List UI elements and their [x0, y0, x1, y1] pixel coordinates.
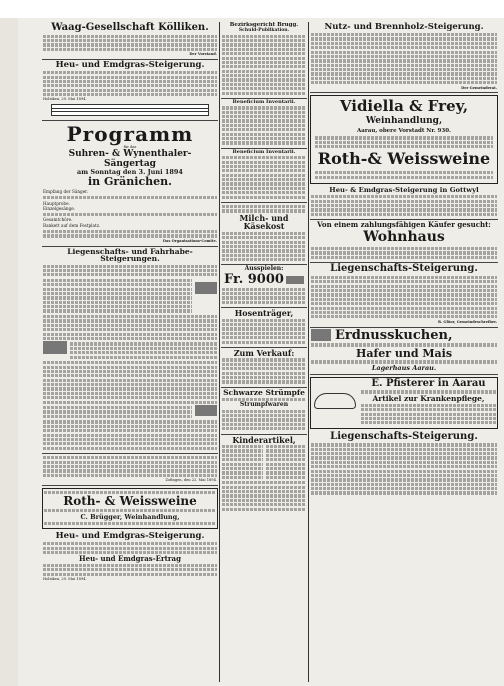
text-line — [315, 171, 493, 174]
ad-schwarze-struempfe — [221, 388, 307, 435]
text-line — [43, 374, 217, 377]
text-line — [43, 420, 217, 423]
text-line — [311, 483, 497, 486]
text-line — [222, 254, 306, 257]
text-line — [222, 241, 306, 244]
text-line — [311, 461, 497, 464]
text-line — [311, 51, 497, 54]
ad-subtitle: Schuld-Publikation. — [238, 27, 290, 33]
ad-title: Liegenschafts- und Fahrhabe-Steigerungen. — [67, 246, 193, 264]
text-line — [311, 456, 497, 459]
house-icon — [195, 405, 217, 416]
ad-subtitle: Heu- und Emdgras-Ertrag — [79, 554, 181, 564]
ad-sub: Artikel zur Krankenpflege, — [372, 393, 485, 403]
text-line — [43, 568, 217, 571]
text-line — [43, 396, 217, 399]
text-line — [222, 128, 306, 131]
text-line — [222, 161, 306, 164]
house-icon — [195, 282, 217, 294]
text-line — [311, 289, 497, 292]
vidiella-wine: Roth-& Weissweine — [317, 149, 491, 169]
text-line — [43, 288, 192, 291]
text-line — [43, 469, 217, 472]
text-line — [222, 486, 306, 489]
text-line — [311, 311, 497, 314]
ad-title: Beneficium Inventarii. — [232, 98, 296, 105]
text-line — [43, 35, 217, 38]
text-line — [222, 341, 306, 344]
text-line — [311, 77, 497, 80]
programm-footer: Das Organisations-Comite. — [162, 238, 217, 243]
ad-title: Von einem zahlungsfähigen Käufer gesucht: — [317, 220, 491, 230]
text-line — [43, 292, 192, 295]
column-right — [310, 22, 498, 682]
text-line — [311, 465, 497, 468]
ad-waag-gesellschaft — [42, 22, 218, 60]
programm-sub: für das — [123, 145, 137, 150]
text-line — [361, 413, 496, 416]
ad-title: Beneficium Inventarii. — [232, 148, 296, 155]
text-line — [361, 404, 496, 407]
text-line — [222, 418, 306, 421]
text-line — [311, 280, 497, 283]
programm-item: Empfang der Sänger. — [43, 189, 89, 195]
house-icon — [43, 341, 67, 354]
text-line — [311, 46, 497, 49]
wine-title: Roth- & Weissweine — [63, 494, 197, 509]
text-line — [43, 319, 217, 322]
ad-kinderartikel — [221, 435, 307, 514]
ad-heu-steigerung-2 — [42, 531, 218, 584]
text-line — [43, 296, 192, 299]
bridge-illustration — [51, 104, 209, 116]
text-line — [222, 111, 306, 114]
text-line — [222, 52, 306, 55]
text-line — [43, 401, 217, 404]
ad-bezirksgericht — [221, 22, 307, 99]
text-line — [361, 421, 496, 424]
text-line — [222, 458, 263, 461]
text-line — [222, 106, 306, 109]
text-line — [43, 387, 217, 390]
text-line — [222, 358, 306, 361]
ad-title: Erdnusskuchen, — [335, 327, 453, 343]
text-line — [43, 39, 217, 42]
ad-hosentraeger — [221, 308, 307, 348]
text-line — [43, 324, 217, 327]
text-line — [43, 392, 217, 395]
text-line — [70, 342, 217, 345]
text-line — [44, 509, 216, 512]
text-line — [43, 551, 217, 554]
text-line — [43, 564, 217, 567]
text-line — [222, 288, 306, 291]
text-line — [222, 196, 306, 199]
ad-title: Ausspielen: — [244, 265, 284, 273]
text-line — [43, 442, 217, 445]
text-line — [222, 83, 306, 86]
text-line — [311, 72, 497, 75]
text-line — [311, 452, 497, 455]
text-line — [222, 205, 306, 208]
text-line — [315, 145, 493, 148]
text-line — [43, 279, 192, 282]
text-line — [43, 48, 217, 51]
text-line — [222, 323, 306, 326]
text-line — [222, 39, 306, 42]
text-line — [43, 573, 217, 576]
text-line — [43, 337, 217, 340]
text-line — [222, 35, 306, 38]
text-line — [266, 445, 307, 448]
text-line — [311, 293, 497, 296]
text-line — [70, 356, 217, 359]
text-line — [222, 332, 306, 335]
text-line — [311, 251, 497, 254]
ad-signature: Der Gemeinderat. — [461, 85, 497, 90]
text-line — [222, 481, 306, 484]
text-line — [311, 478, 497, 481]
ad-liegenschafts-steigerung-2 — [310, 431, 498, 498]
text-line — [222, 92, 306, 95]
text-line — [222, 133, 306, 136]
ad-title: Hosenträger, — [234, 308, 294, 319]
column-rule — [308, 22, 309, 682]
text-line — [222, 245, 306, 248]
text-line — [222, 48, 306, 51]
text-line — [43, 196, 217, 199]
text-line — [361, 417, 496, 420]
text-line — [43, 425, 217, 428]
ad-signature: Der Vorstand. — [189, 52, 217, 57]
text-line — [311, 315, 497, 318]
text-line — [311, 256, 497, 259]
text-line — [315, 136, 493, 139]
text-line — [43, 406, 192, 409]
text-line — [43, 93, 217, 96]
text-line — [266, 467, 307, 470]
text-line — [70, 347, 217, 350]
text-line — [43, 76, 217, 79]
ad-nutz-brennholz — [310, 22, 498, 93]
ad-title: Liegenschafts-Steigerung. — [330, 263, 478, 275]
text-line — [43, 333, 217, 336]
ad-pfisterer — [310, 377, 498, 429]
text-line — [43, 366, 217, 369]
text-line — [311, 360, 497, 363]
text-line — [222, 423, 306, 426]
programm-date: am Sonntag den 3. Juni 1894 — [77, 167, 183, 176]
text-line — [43, 328, 217, 331]
text-line — [222, 191, 306, 194]
text-line — [222, 182, 306, 185]
ad-programm-saengertag — [42, 121, 218, 246]
text-line — [311, 208, 497, 211]
text-line — [222, 503, 306, 506]
text-line — [222, 327, 306, 330]
text-line — [222, 165, 306, 168]
ad-sub: Lagerhaus Aarau. — [371, 363, 437, 372]
ad-price: Fr. 9000 — [224, 271, 284, 287]
text-line — [222, 427, 306, 430]
text-line — [43, 547, 217, 550]
text-line — [43, 361, 217, 364]
text-line — [43, 89, 217, 92]
text-line — [266, 458, 307, 461]
text-line — [222, 43, 306, 46]
ad-heu-steigerung-1 — [42, 60, 218, 121]
ad-gottwyl — [310, 186, 498, 220]
text-line — [222, 319, 306, 322]
text-line — [311, 33, 497, 36]
text-line — [311, 307, 497, 310]
text-line — [311, 302, 497, 305]
text-line — [311, 491, 497, 494]
text-line — [222, 78, 306, 81]
text-line — [311, 59, 497, 62]
text-line — [222, 115, 306, 118]
text-line — [311, 64, 497, 67]
text-line — [222, 292, 306, 295]
ad-line: Hafer und Mais — [355, 346, 453, 360]
text-line — [43, 43, 217, 46]
programm-event: Suhren- & Wynenthaler-Sängertag — [68, 149, 192, 169]
text-line — [43, 465, 217, 468]
text-line — [222, 414, 306, 417]
text-line — [43, 213, 217, 216]
text-line — [222, 372, 306, 375]
text-line — [222, 508, 306, 511]
text-line — [222, 490, 306, 493]
text-line — [43, 309, 192, 312]
ad-big: Wohnhaus — [363, 229, 445, 246]
text-line — [43, 71, 217, 74]
text-line — [361, 390, 496, 393]
ad-beneficium-1 — [221, 99, 307, 149]
text-line — [222, 301, 306, 304]
vidiella-sub: Weinhandlung, — [365, 116, 443, 127]
ad-place-date: Zofingen, den 22. Mai 1894. — [165, 478, 217, 483]
text-line — [311, 470, 497, 473]
text-line — [311, 42, 497, 45]
text-line — [44, 522, 216, 525]
text-line — [43, 410, 192, 413]
text-line — [311, 204, 497, 207]
text-line — [311, 285, 497, 288]
text-line — [222, 74, 306, 77]
text-line — [43, 461, 217, 464]
ad-vidiella-frey — [310, 95, 498, 183]
vidiella-address: Aarau, obere Vorstadt Nr. 930. — [357, 127, 451, 134]
programm-item: Hauptprobe. — [43, 200, 70, 206]
text-line — [43, 269, 217, 272]
ad-title: Heu- und Emdgras-Steigerung. — [55, 60, 205, 71]
text-line — [43, 447, 217, 450]
ad-liegenschafts-steigerung — [310, 263, 498, 327]
programm-item: Bankett auf dem Festplatz. — [43, 223, 101, 229]
text-line — [311, 448, 497, 451]
text-line — [222, 141, 306, 144]
illustration — [286, 276, 304, 284]
ad-wohnhaus-gesucht — [310, 220, 498, 263]
ad-title: Heu- und Emdgras-Steigerung. — [55, 531, 205, 542]
text-line — [222, 471, 263, 474]
text-line — [43, 80, 217, 83]
text-line — [222, 178, 306, 181]
text-line — [43, 305, 192, 308]
ad-place-date: Holziken, 29. Mai 1894. — [43, 97, 87, 102]
ad-title: Heu- & Emdgras-Steigerung in Gottwyl — [329, 185, 479, 194]
column-rule — [219, 22, 220, 682]
text-line — [222, 61, 306, 64]
ad-title: Bezirksgericht Brugg. — [229, 22, 299, 28]
text-line — [43, 283, 192, 286]
text-line — [43, 474, 217, 477]
text-line — [222, 410, 306, 413]
text-line — [311, 247, 497, 250]
text-line — [266, 463, 307, 466]
wine-seller: C. Brügger, Weinhandlung, — [80, 512, 180, 521]
text-line — [43, 370, 217, 373]
text-line — [222, 70, 306, 73]
text-line — [311, 298, 497, 301]
hand-pointer-icon — [311, 329, 331, 341]
text-line — [222, 87, 306, 90]
text-line — [315, 141, 493, 144]
ad-title: E. Pfisterer in Aarau — [371, 377, 486, 389]
text-line — [43, 265, 217, 268]
text-line — [222, 336, 306, 339]
text-line — [222, 119, 306, 122]
text-line — [70, 351, 217, 354]
text-line — [222, 236, 306, 239]
ad-zum-verkauf — [221, 348, 307, 388]
text-line — [311, 487, 497, 490]
text-line — [43, 438, 217, 441]
ad-title: Milch- und Käsekost — [239, 212, 289, 232]
text-line — [311, 443, 497, 446]
text-line — [222, 156, 306, 159]
ad-roth-weissweine — [42, 488, 218, 529]
text-line — [266, 454, 307, 457]
column-left — [42, 22, 218, 682]
text-line — [43, 234, 217, 237]
text-line — [222, 296, 306, 299]
ad-liegenschafts-fahrhabe — [42, 247, 218, 454]
text-line — [43, 273, 217, 276]
column-middle — [221, 22, 307, 682]
ad-title: Kinderartikel, — [232, 434, 296, 445]
ad-beneficium-2 — [221, 149, 307, 203]
ad-signature: R. Glöor, Gemeindeschreiber. — [437, 319, 497, 324]
text-line — [222, 174, 306, 177]
ad-title: Waag-Gesellschaft Kölliken. — [51, 22, 209, 33]
text-line — [311, 200, 497, 203]
text-line — [311, 68, 497, 71]
corset-illustration — [314, 393, 356, 409]
text-line — [222, 454, 263, 457]
text-line — [222, 249, 306, 252]
text-line — [311, 213, 497, 216]
text-line — [222, 445, 263, 448]
text-line — [222, 232, 306, 235]
text-line — [266, 476, 307, 479]
text-line — [43, 383, 217, 386]
text-line — [222, 187, 306, 190]
text-line — [222, 169, 306, 172]
text-line — [222, 137, 306, 140]
text-line — [43, 434, 217, 437]
text-line — [43, 315, 217, 318]
text-line — [222, 65, 306, 68]
ad-bezirksamt — [42, 454, 218, 486]
ad-title: Schwarze Strümpfe — [223, 387, 305, 397]
ad-milch-kaesekost — [221, 203, 307, 266]
text-line — [43, 415, 192, 418]
vidiella-title: Vidiella & Frey, — [339, 97, 469, 116]
text-line — [311, 37, 497, 40]
text-line — [43, 230, 217, 233]
text-line — [311, 276, 497, 279]
ad-erdnusskuchen — [310, 328, 498, 375]
programm-place: in Gränichen. — [87, 174, 173, 188]
text-line — [222, 467, 263, 470]
text-line — [266, 471, 307, 474]
ad-subtitle: Strumpfwaren — [239, 401, 289, 409]
text-line — [361, 408, 496, 411]
text-line — [222, 363, 306, 366]
text-line — [43, 542, 217, 545]
ad-title: Nutz- und Brennholz-Steigerung. — [324, 22, 484, 32]
text-line — [43, 301, 192, 304]
text-line — [222, 494, 306, 497]
text-line — [222, 124, 306, 127]
text-line — [43, 456, 217, 459]
text-line — [311, 343, 497, 346]
programm-title: Programm — [66, 122, 194, 147]
ad-place-date: Holziken, 29. Mai 1894. — [43, 576, 87, 581]
text-line — [43, 379, 217, 382]
text-line — [222, 367, 306, 370]
text-line — [222, 463, 263, 466]
text-line — [222, 380, 306, 383]
text-line — [44, 491, 216, 494]
text-line — [222, 57, 306, 60]
text-line — [311, 474, 497, 477]
text-line — [222, 449, 263, 452]
text-line — [311, 55, 497, 58]
text-line — [222, 258, 306, 261]
ad-title: Zum Verkauf: — [233, 347, 295, 358]
text-line — [43, 429, 217, 432]
text-line — [222, 376, 306, 379]
ad-title: Liegenschafts-Steigerung. — [330, 430, 478, 442]
programm-item: Einzelgesänge. — [43, 206, 76, 212]
text-line — [266, 449, 307, 452]
ad-ausspielen — [221, 265, 307, 308]
text-line — [315, 176, 493, 179]
text-line — [311, 195, 497, 198]
text-line — [311, 81, 497, 84]
text-line — [43, 84, 217, 87]
text-line — [222, 476, 263, 479]
text-line — [222, 209, 306, 212]
programm-item: Gesamtchöre. — [43, 217, 73, 223]
text-line — [222, 398, 306, 401]
text-line — [222, 499, 306, 502]
